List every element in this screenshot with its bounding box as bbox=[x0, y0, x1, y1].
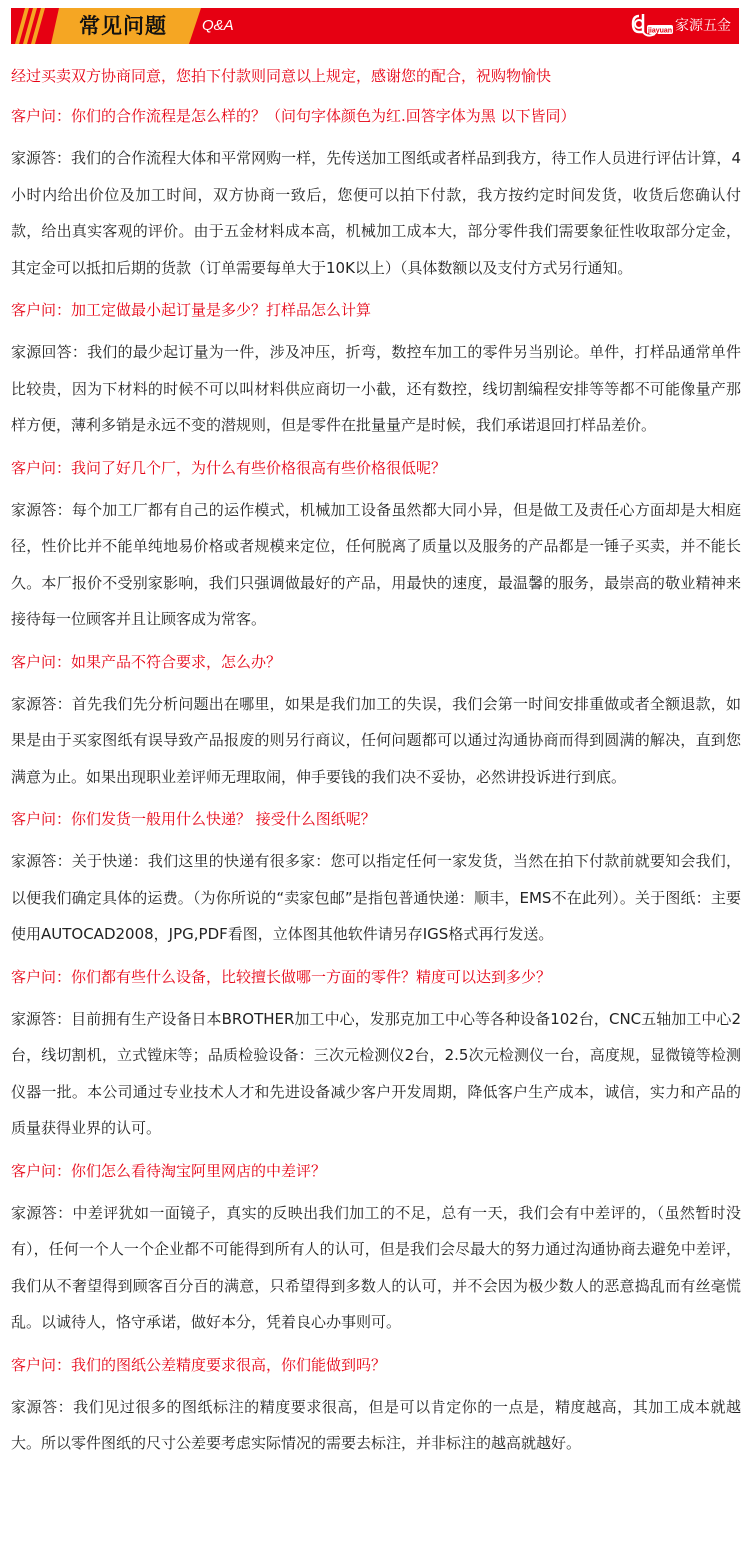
faq-answer-1: 家源答：我们的合作流程大体和平常网购一样，先传送加工图纸或者样品到我方，待工作人员进行评估计算，4小时内给出价位及加工时间，双方协商一致后，您便可以拍下付款，我方按约定时间发货，收货后您确认付款，给出真实客观的评价。由于五金材料成本高，机械加工成本大，部分零件我们需要象征性收取部分定金，其定金可以抵扣后期的货款（订单需要每单大于10K以上）（具体数额以及支付方式另行通知。 bbox=[11, 149, 741, 277]
faq-answer-7: 家源答：中差评犹如一面镜子，真实的反映出我们加工的不足，总有一天，我们会有中差评的，（虽然暂时没有），任何一个人一个企业都不可能得到所有人的认可，但是我们会尽最大的努力通过沟通协商去避免中差评，我们从不奢望得到顾客百分百的满意，只希望得到多数人的认可，并不会因为极少数人的恶意捣乱而有丝毫慌乱。以诚待人，恪守承诺，做好本分，凭着良心办事则可。 bbox=[11, 1203, 741, 1331]
faq-answer-2: 家源回答：我们的最少起订量为一件，涉及冲压，折弯，数控车加工的零件另当别论。单件，打样品通常单件比较贵，因为下材料的时候不可以叫材料供应商切一小截，还有数控，线切割编程安排等等都不可能像量产那样方便，薄利多销是永远不变的潜规则，但是零件在批量量产是时候，我们承诺退回打样品差价。 bbox=[11, 343, 741, 434]
faq-question-2: 客户问：加工定做最小起订量是多少？打样品怎么计算 bbox=[11, 301, 372, 319]
brand-logo bbox=[629, 12, 731, 40]
faq-answer-6: 家源答：目前拥有生产设备日本BROTHER加工中心，发那克加工中心等各种设备102台，CNC五轴加工中心2台，线切割机，立式镗床等；品质检验设备：三次元检测仪2台，2.5次元检测仪一台，高度规，显微镜等检测仪器一批。本公司通过专业技术人才和先进设备减少客户开发周期，降低客户生产成本，诚信，实力和产品的质量获得业界的认可。 bbox=[11, 1009, 741, 1137]
brand-name: 家源五金 bbox=[675, 18, 731, 34]
faq-question-4: 客户问：如果产品不符合要求，怎么办？ bbox=[11, 652, 282, 671]
faq-content bbox=[11, 58, 741, 1462]
faq-question-6: 客户问：你们都有些什么设备，比较擅长做哪一方面的零件？精度可以达到多少？ bbox=[11, 967, 552, 986]
brand-logo-mark-text: jiayuan bbox=[647, 27, 673, 35]
faq-answer-3: 家源答：每个加工厂都有自己的运作模式，机械加工设备虽然都大同小异，但是做工及责任心方面却是大相庭径，性价比并不能单纯地易价格或者规模来定位，任何脱离了质量以及服务的产品都是一锤子买卖，并不能长久。本厂报价不受别家影响，我们只强调做最好的产品，用最快的速度，最温馨的服务，最崇高的敬业精神来接待每一位顾客并且让顾客成为常客。 bbox=[11, 500, 741, 628]
brand-logo-icon bbox=[629, 12, 673, 40]
page-subtitle: Q&A bbox=[202, 17, 234, 34]
page-title: 常见问题 bbox=[79, 14, 167, 38]
faq-question-8: 客户问：我们的图纸公差精度要求很高，你们能做到吗？ bbox=[11, 1355, 387, 1374]
faq-question-3: 客户问：我问了好几个厂，为什么有些价格很高有些价格很低呢？ bbox=[11, 458, 447, 477]
header-banner bbox=[11, 8, 739, 44]
faq-answer-8: 家源答：我们见过很多的图纸标注的精度要求很高，但是可以肯定你的一点是，精度越高，其加工成本就越大。所以零件图纸的尺寸公差要考虑实际情况的需要去标注，并非标注的越高就越好。 bbox=[11, 1397, 741, 1452]
faq-question-7: 客户问：你们怎么看待淘宝阿里网店的中差评？ bbox=[11, 1161, 327, 1180]
faq-question-1: 客户问：你们的合作流程是怎么样的？（问句字体颜色为红.回答字体为黑 以下皆同） bbox=[11, 107, 576, 125]
purchase-notice: 经过买卖双方协商同意，您拍下付款则同意以上规定，感谢您的配合，祝购物愉快 bbox=[11, 67, 552, 85]
faq-answer-4: 家源答：首先我们先分析问题出在哪里，如果是我们加工的失误，我们会第一时间安排重做或者全额退款，如果是由于买家图纸有误导致产品报废的则另行商议，任何问题都可以通过沟通协商而得到圆满的解决，直到您满意为止。如果出现职业差评师无理取闹，伸手要钱的我们决不妥协，必然讲投诉进行到底。 bbox=[11, 694, 741, 786]
faq-answer-5: 家源答：关于快递：我们这里的快递有很多家：您可以指定任何一家发货，当然在拍下付款前就要知会我们，以便我们确定具体的运费。（为你所说的“卖家包邮”是指包普通快递：顺丰，EMS不在此列）。关于图纸：主要使用AUTOCAD2008，JPG,PDF看图，立体图其他软件请另存IGS格式再行发送。 bbox=[11, 852, 741, 943]
stripe-decoration-icon bbox=[11, 8, 47, 44]
faq-question-5: 客户问：你们发货一般用什么快递？ 接受什么图纸呢？ bbox=[11, 810, 376, 828]
